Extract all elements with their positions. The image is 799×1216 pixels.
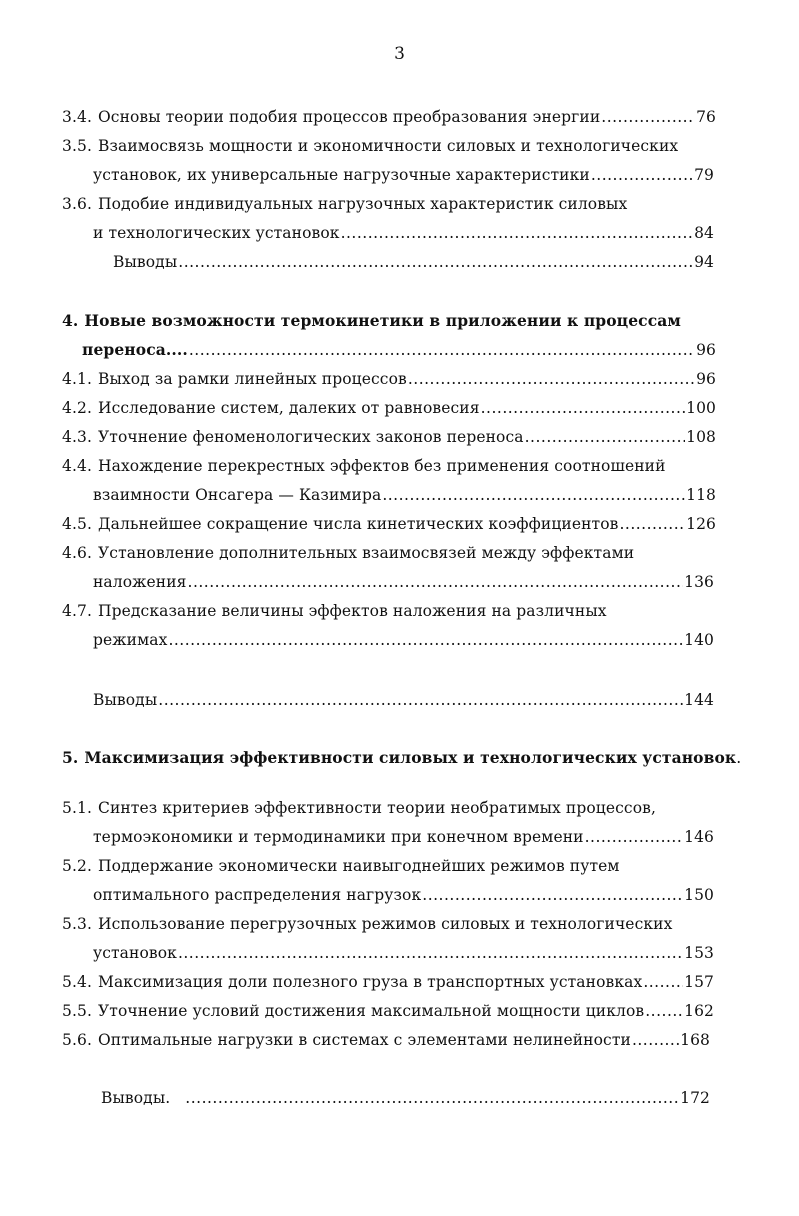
dot-leader <box>158 690 683 710</box>
toc-entry-5-6 <box>62 1030 710 1050</box>
dot-leader <box>481 398 686 418</box>
dot-leader <box>178 252 693 272</box>
toc-title: Взаимосвязь мощности и экономичности силовых и технологических <box>97 137 679 155</box>
toc-entry-4-7-cont <box>93 630 714 650</box>
toc-page: 118 <box>686 486 716 504</box>
toc-page: 140 <box>684 631 714 649</box>
toc-title: Основы теории подобия процессов преобразования энергии <box>97 108 601 126</box>
toc-title: Использование перегрузочных режимов силовых и технологических <box>97 915 673 933</box>
toc-page: 136 <box>684 573 714 591</box>
toc-entry-4-6-cont <box>93 572 714 592</box>
dot-leader <box>645 1001 683 1021</box>
dot-leader <box>585 827 684 847</box>
toc-page: 153 <box>684 944 714 962</box>
dot-leader <box>591 165 693 185</box>
toc-title: наложения <box>93 573 187 591</box>
toc-page: 94 <box>694 253 714 271</box>
toc-title: Уточнение феноменологических законов переноса <box>97 428 524 446</box>
toc-chapter-4-cont <box>82 340 716 360</box>
toc-title-tail: . <box>736 749 742 767</box>
toc-entry-5-2 <box>62 856 716 876</box>
toc-entry-3-4 <box>62 107 716 127</box>
dot-leader <box>188 572 684 592</box>
toc-page: 172 <box>680 1089 710 1107</box>
toc-page: 144 <box>684 691 714 709</box>
toc-title: Подобие индивидуальных нагрузочных характеристик силовых <box>97 195 628 213</box>
toc-page: 162 <box>684 1002 714 1020</box>
dot-leader <box>178 943 683 963</box>
toc-title: Уточнение условий достижения максимальной мощности циклов <box>97 1002 645 1020</box>
toc-page: 76 <box>696 108 716 126</box>
toc-page: 168 <box>680 1031 710 1049</box>
toc-title: установок, их универсальные нагрузочные характеристики <box>93 166 590 184</box>
toc-entry-4-6 <box>62 543 716 563</box>
toc-entry-4-conclusions <box>93 690 714 710</box>
toc-title: Поддержание экономически наивыгоднейших режимов путем <box>97 857 620 875</box>
toc-title: Предсказание величины эффектов наложения на различных <box>97 602 607 620</box>
toc-entry-4-7 <box>62 601 716 621</box>
toc-entry-5-1-cont <box>93 827 714 847</box>
dot-leader <box>168 630 683 650</box>
toc-number: 3.6. <box>62 195 92 213</box>
toc-title: термоэкономики и термодинамики при конечном времени <box>93 828 584 846</box>
toc-title: взаимности Онсагера — Казимира <box>93 486 382 504</box>
toc-page: 96 <box>696 370 716 388</box>
toc-number: 4. <box>62 311 79 330</box>
toc-number: 5.1. <box>62 799 92 817</box>
toc-entry-3-6 <box>62 194 716 214</box>
toc-title: Максимизация доли полезного груза в транспортных установках <box>97 973 643 991</box>
toc-title: Новые возможности термокинетики в приложении к процессам <box>84 311 681 330</box>
dot-leader <box>601 107 695 127</box>
toc-entry-4-3 <box>62 427 716 447</box>
toc-entry-5-conclusions <box>101 1088 710 1108</box>
toc-entry-3-6-cont <box>93 223 714 243</box>
toc-page: 157 <box>684 973 714 991</box>
dot-leader <box>422 885 683 905</box>
dot-leader <box>189 340 695 360</box>
toc-title: Оптимальные нагрузки в системах с элементами нелинейности <box>97 1031 631 1049</box>
page-number: 3 <box>394 44 405 64</box>
toc-page: 146 <box>684 828 714 846</box>
toc-number: 5.4. <box>62 973 92 991</box>
dot-leader <box>382 485 685 505</box>
toc-entry-4-4 <box>62 456 716 476</box>
toc-entry-5-5 <box>62 1001 714 1021</box>
toc-number: 3.4. <box>62 108 92 126</box>
toc-page: 96 <box>696 341 716 359</box>
toc-entry-5-1 <box>62 798 716 818</box>
toc-number: 5. <box>62 748 79 767</box>
toc-entry-5-4 <box>62 972 714 992</box>
toc-page: 150 <box>684 886 714 904</box>
toc-entry-3-5 <box>62 136 716 156</box>
toc-title: Дальнейшее сокращение числа кинетических коэффициентов <box>97 515 619 533</box>
toc-title: оптимального распределения нагрузок <box>93 886 422 904</box>
toc-entry-3-conclusions <box>113 252 714 272</box>
toc-title: режимах <box>93 631 168 649</box>
toc-number: 4.7. <box>62 602 92 620</box>
toc-page: 84 <box>694 224 714 242</box>
toc-number: 5.3. <box>62 915 92 933</box>
toc-entry-4-4-cont <box>93 485 716 505</box>
toc-number: 5.2. <box>62 857 92 875</box>
toc-entry-5-3-cont <box>93 943 714 963</box>
toc-title: Исследование систем, далеких от равновесия <box>97 399 480 417</box>
toc-number: 4.1. <box>62 370 92 388</box>
dot-leader <box>643 972 683 992</box>
toc-title: и технологических установок <box>93 224 340 242</box>
toc-title: Максимизация эффективности силовых и технологических установок <box>84 748 737 767</box>
dot-leader <box>525 427 686 447</box>
toc-chapter-5 <box>62 748 742 768</box>
toc-page: 100 <box>686 399 716 417</box>
toc-number: 3.5. <box>62 137 92 155</box>
toc-title: Выход за рамки линейных процессов <box>97 370 407 388</box>
toc-number: 5.6. <box>62 1031 92 1049</box>
dot-leader <box>341 223 694 243</box>
toc-title: Синтез критериев эффективности теории необратимых процессов, <box>97 799 656 817</box>
toc-number: 4.6. <box>62 544 92 562</box>
toc-chapter-4 <box>62 311 716 331</box>
toc-title: Нахождение перекрестных эффектов без применения соотношений <box>97 457 666 475</box>
toc-entry-4-5 <box>62 514 716 534</box>
toc-entry-5-2-cont <box>93 885 714 905</box>
toc-title: Выводы <box>93 691 158 709</box>
dot-leader <box>408 369 695 389</box>
dot-leader <box>619 514 685 534</box>
toc-entry-5-3 <box>62 914 716 934</box>
toc-title: Выводы <box>113 253 178 271</box>
toc-number: 4.2. <box>62 399 92 417</box>
dot-leader <box>185 1088 679 1108</box>
toc-number: 4.4. <box>62 457 92 475</box>
toc-title: Установление дополнительных взаимосвязей между эффектами <box>97 544 635 562</box>
toc-number: 5.5. <box>62 1002 92 1020</box>
toc-entry-4-2 <box>62 398 716 418</box>
toc-page: 79 <box>694 166 714 184</box>
toc-title: переноса.... <box>82 340 188 359</box>
toc-title: Выводы. <box>101 1089 171 1107</box>
toc-number: 4.3. <box>62 428 92 446</box>
toc-page: 108 <box>686 428 716 446</box>
toc-title: установок <box>93 944 177 962</box>
toc-page: 126 <box>686 515 716 533</box>
toc-number: 4.5. <box>62 515 92 533</box>
dot-leader <box>632 1030 679 1050</box>
toc-entry-4-1 <box>62 369 716 389</box>
toc-entry-3-5-cont <box>93 165 714 185</box>
